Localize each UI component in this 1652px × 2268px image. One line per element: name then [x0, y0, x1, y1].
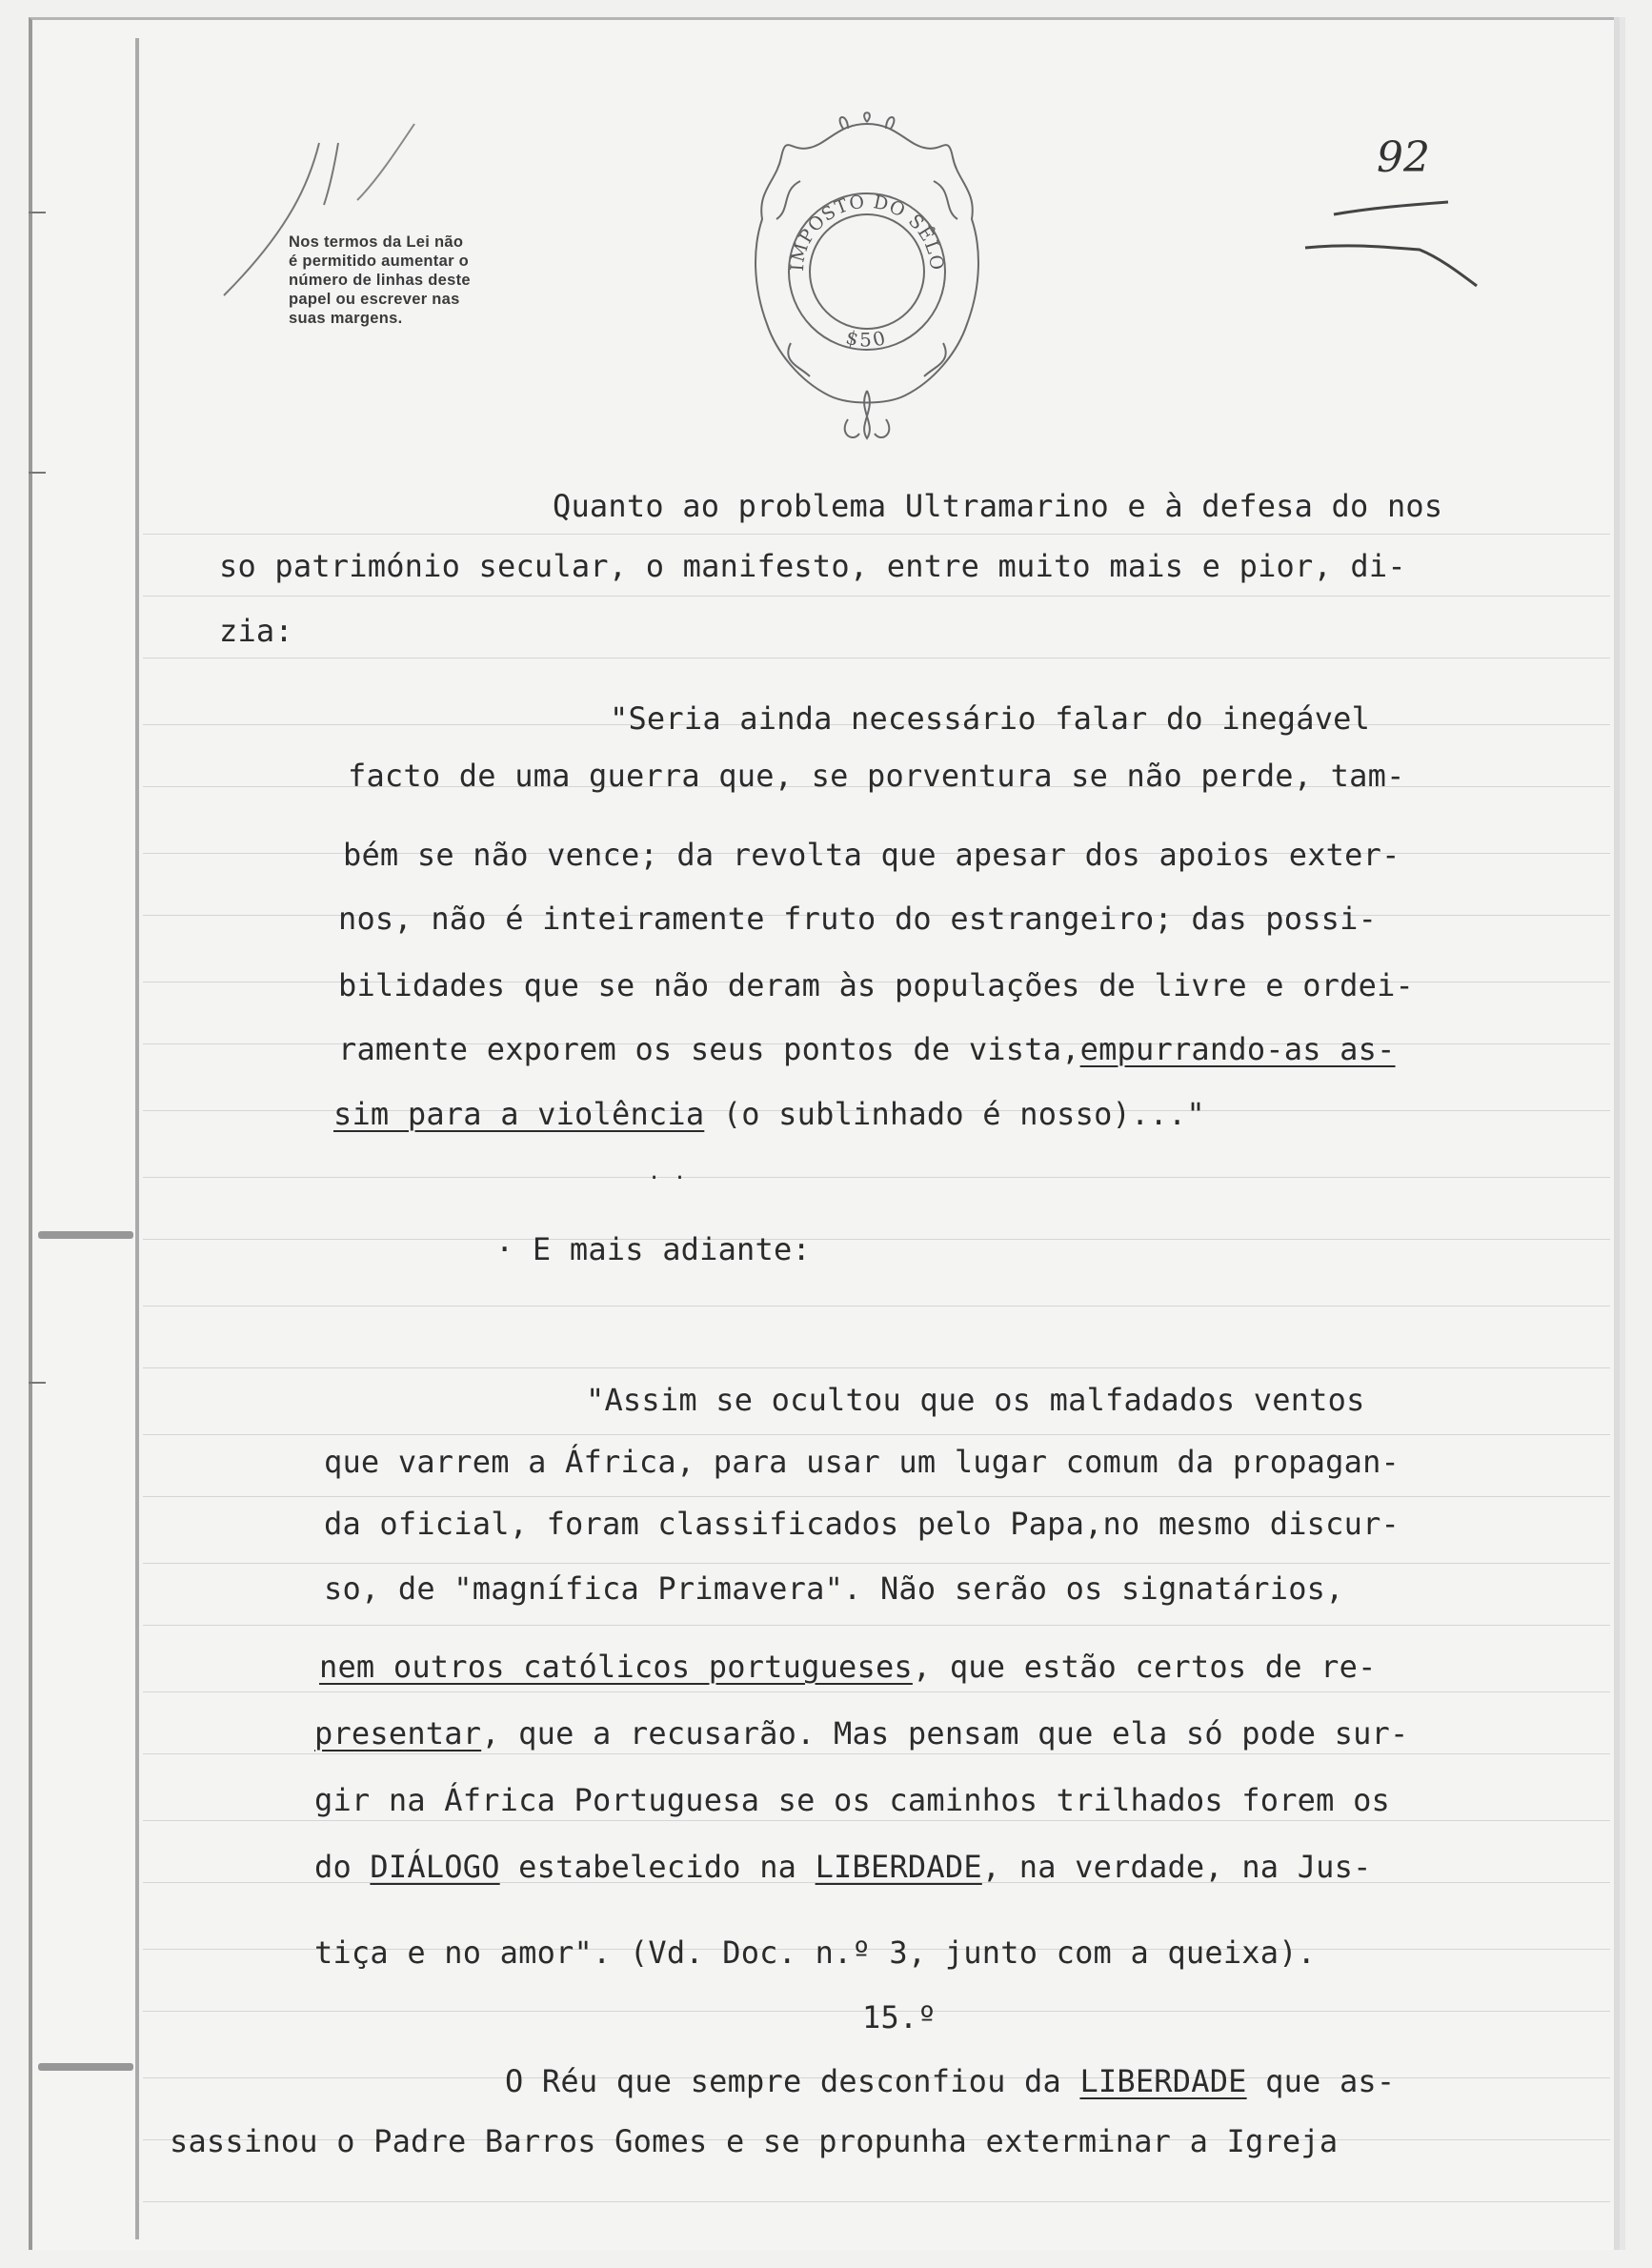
quote-line: bilidades que se não deram às populações de livre e ordei-	[338, 967, 1415, 1003]
body-line: zia:	[219, 613, 293, 649]
body-line	[505, 2063, 1395, 2099]
quote-text: , que estão certos de re-	[912, 1649, 1377, 1685]
underlined-text: LIBERDADE	[1079, 2063, 1247, 2099]
ruled-line	[143, 596, 1610, 597]
quote-line: que varrem a África, para usar um lugar comum da propagan-	[324, 1444, 1400, 1480]
quote-line	[333, 1096, 1205, 1132]
ruled-line	[143, 1691, 1610, 1692]
quote-line: so, de "magnífica Primavera". Não serão os signatários,	[324, 1570, 1344, 1607]
quote-line	[314, 1715, 1408, 1752]
quote-line: da oficial, foram classificados pelo Papa,no mesmo discur-	[324, 1506, 1400, 1542]
margin-tick	[29, 472, 46, 474]
svg-text:$50	[844, 326, 891, 352]
margin-line	[135, 38, 139, 2239]
quote-text: , na verdade, na Jus-	[981, 1849, 1372, 1885]
quote-text: , que a recusarão. Mas pensam que ela só pode sur-	[481, 1715, 1409, 1752]
quote-text: (o sublinhado é nosso)..."	[704, 1096, 1205, 1132]
underlined-text: empurrando-as as-	[1079, 1031, 1396, 1067]
ruled-line	[143, 534, 1610, 535]
seal-bottom-text: $50	[843, 325, 891, 352]
notice-line: número de linhas deste	[289, 272, 471, 289]
quote-line: facto de uma guerra que, se porventura se não perde, tam-	[348, 758, 1405, 794]
quote-line	[338, 1031, 1396, 1067]
tax-stamp-seal-icon	[724, 105, 1010, 448]
quote-line: gir na África Portuguesa se os caminhos trilhados forem os	[314, 1782, 1391, 1818]
ruled-line	[143, 1625, 1610, 1626]
quote-line: bém se não vence; da revolta que apesar dos apoios exter-	[343, 837, 1400, 873]
underlined-text: DIÁLOGO	[370, 1849, 500, 1885]
body-line: sassinou o Padre Barros Gomes e se propunha exterminar a Igreja	[170, 2123, 1339, 2159]
underlined-text: presentar	[314, 1715, 482, 1752]
staple-mark	[38, 2063, 133, 2071]
margin-tick	[29, 1382, 46, 1384]
section-number: 15.º	[862, 1999, 937, 2035]
quote-text: estabelecido na	[499, 1849, 816, 1885]
body-line: Quanto ao problema Ultramarino e à defesa do nos	[553, 488, 1443, 524]
page-number: 92	[1377, 133, 1430, 182]
quote-line: nos, não é inteiramente fruto do estrangeiro; das possi-	[338, 901, 1378, 937]
body-text: O Réu que sempre desconfiou da	[505, 2063, 1080, 2099]
underlined-text: nem outros católicos portugueses	[319, 1649, 913, 1685]
ruled-line	[143, 1177, 1610, 1178]
ruled-line	[143, 1367, 1610, 1368]
ellipsis-mark: . .	[648, 1161, 687, 1185]
quote-line: "Seria ainda necessário falar do inegável	[610, 700, 1371, 737]
margin-tick	[29, 212, 46, 213]
quote-line: "Assim se ocultou que os malfadados ventos	[586, 1382, 1365, 1418]
quote-text: do	[314, 1849, 371, 1885]
ruled-line	[143, 1753, 1610, 1754]
ruled-line	[143, 1563, 1610, 1564]
body-line: so património secular, o manifesto, entre muito mais e pior, di-	[219, 548, 1406, 584]
ruled-line	[143, 1820, 1610, 1821]
quote-line	[314, 1849, 1372, 1885]
ruled-line	[143, 1239, 1610, 1240]
body-line: · E mais adiante:	[495, 1231, 811, 1267]
quote-line: tiça e no amor". (Vd. Doc. n.º 3, junto com a queixa).	[314, 1934, 1317, 1971]
notice-line: suas margens.	[289, 310, 403, 327]
quote-text: ramente exporem os seus pontos de vista,	[338, 1031, 1080, 1067]
body-text: que as-	[1246, 2063, 1396, 2099]
underlined-text: LIBERDADE	[815, 1849, 982, 1885]
underlined-text: sim para a violência	[333, 1096, 705, 1132]
handwritten-stroke-icon	[214, 114, 443, 305]
notice-line: papel ou escrever nas	[289, 291, 460, 308]
handwritten-dash-icon	[1296, 191, 1486, 295]
ruled-line	[143, 1434, 1610, 1435]
ruled-line	[143, 2201, 1610, 2202]
quote-line	[319, 1649, 1377, 1685]
notice-line: é permitido aumentar o	[289, 253, 470, 270]
notice-line: Nos termos da Lei não	[289, 233, 464, 251]
staple-mark	[38, 1231, 133, 1239]
ruled-line	[143, 1496, 1610, 1497]
seal-top-text: IMPOSTO DO SÊLO	[786, 191, 948, 273]
